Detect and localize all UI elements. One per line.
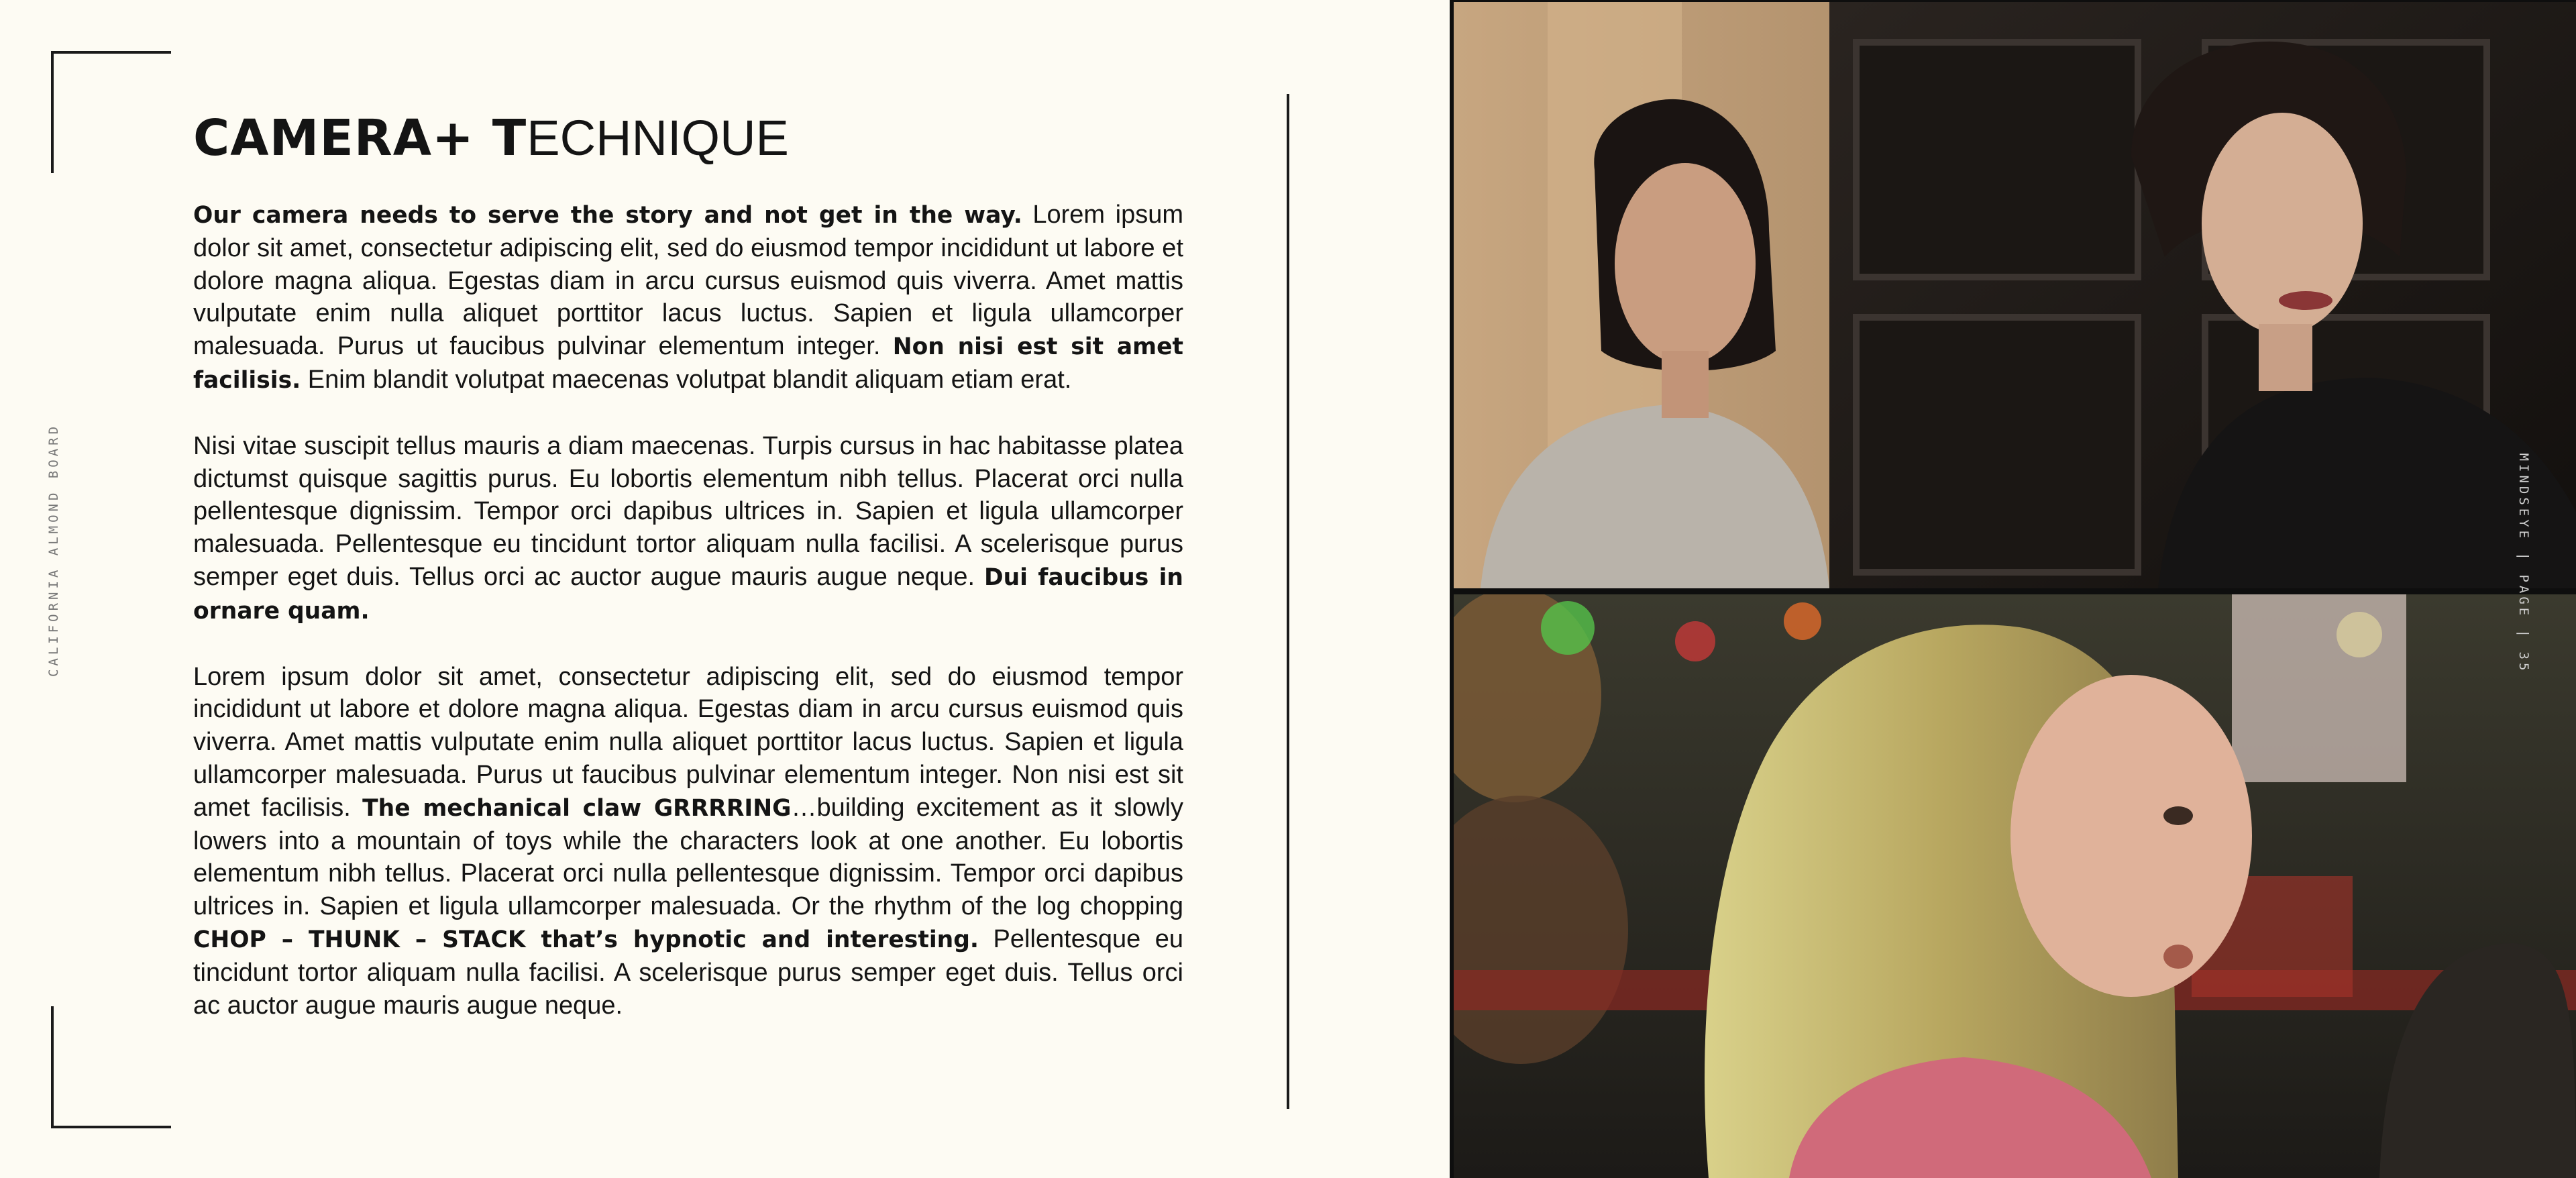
bold-phrase: Dui faucibus in ornare quam. bbox=[193, 564, 1183, 625]
bold-phrase: Non nisi est sit amet facilisis. bbox=[193, 333, 1183, 394]
text-run: Pellentesque eu tincidunt tortor aliquam nulla facilisi. A scelerisque purus semper eget duis. Tellus orci ac auctor augue mauris augue neque. bbox=[193, 924, 1184, 1020]
bold-phrase: Our camera needs to serve the story and not get in the way. bbox=[193, 202, 1022, 229]
photo-girl-arcade bbox=[1454, 594, 2576, 1178]
page-title bbox=[193, 107, 789, 169]
bold-phrase: The mechanical claw GRRRRING bbox=[362, 794, 792, 822]
body-paragraph bbox=[193, 430, 1183, 628]
text-run: Enim blandit volutpat maecenas volutpat blandit aliquam etiam erat. bbox=[301, 365, 1072, 394]
vertical-divider bbox=[1287, 94, 1289, 1109]
body-paragraph bbox=[193, 661, 1183, 1022]
title-light-part: ECHNIQUE bbox=[527, 110, 789, 166]
side-label: CALIFORNIA ALMOND BOARD bbox=[46, 423, 61, 678]
body-text bbox=[193, 199, 1183, 1055]
body-paragraph bbox=[193, 199, 1183, 397]
photo-two-women bbox=[1454, 2, 2576, 588]
corner-bracket-bottom bbox=[51, 1006, 171, 1128]
text-run: …building excitement as it slowly lowers into a mountain of toys while the characters look at one another. Eu lobortis elementum nibh tellus. Placerat orci nulla pellentesque dignissim. Tempor orci dapibus ultrices in. Sapien et ligula ullamcorper malesuada. Or the rhythm of the log chopping bbox=[193, 793, 1183, 921]
text-run: Lorem ipsum dolor sit amet, consectetur adipiscing elit, sed do eiusmod tempor incididunt ut labore et dolore magna aliqua. Egestas diam in arcu cursus euismod quis viverra. Amet mattis vulputate enim nulla aliquet porttitor lacus luctus. Sapien et ligula ullamcorper malesuada. Purus ut faucibus pulvinar elementum integer. Non nisi est sit amet facilisis. bbox=[193, 662, 1183, 822]
text-run: Nisi vitae suscipit tellus mauris a diam maecenas. Turpis cursus in hac habitasse platea dictumst quisque sagittis purus. Eu lobortis elementum nibh tellus. Placerat orci nulla pellentesque dignissim. Tempor orci dapibus ultrices in. Sapien et ligula ullamcorper malesuada. Pellentesque eu tincidunt tortor aliquam nulla facilisi. A scelerisque purus semper eget duis. Tellus orci ac auctor augue mauris augue neque. bbox=[193, 431, 1183, 591]
bold-phrase: CHOP – THUNK – STACK that’s hypnotic and interesting. bbox=[193, 926, 979, 953]
page-footer-label: MINDSEYE | PAGE | 35 bbox=[2516, 453, 2531, 674]
title-bold-part: CAMERA+ T bbox=[193, 109, 527, 167]
text-run: Lorem ipsum dolor sit amet, consectetur adipiscing elit, sed do eiusmod tempor incididunt ut labore et dolore magna aliqua. Egestas diam in arcu cursus euismod quis viverra. Amet mattis vulputate enim nulla aliquet porttitor lacus luctus. Sapien et ligula ullamcorper malesuada. Purus ut faucibus pulvinar elementum integer. bbox=[193, 201, 1183, 361]
photo-panel bbox=[1450, 0, 2576, 1178]
corner-bracket-top bbox=[51, 51, 171, 173]
